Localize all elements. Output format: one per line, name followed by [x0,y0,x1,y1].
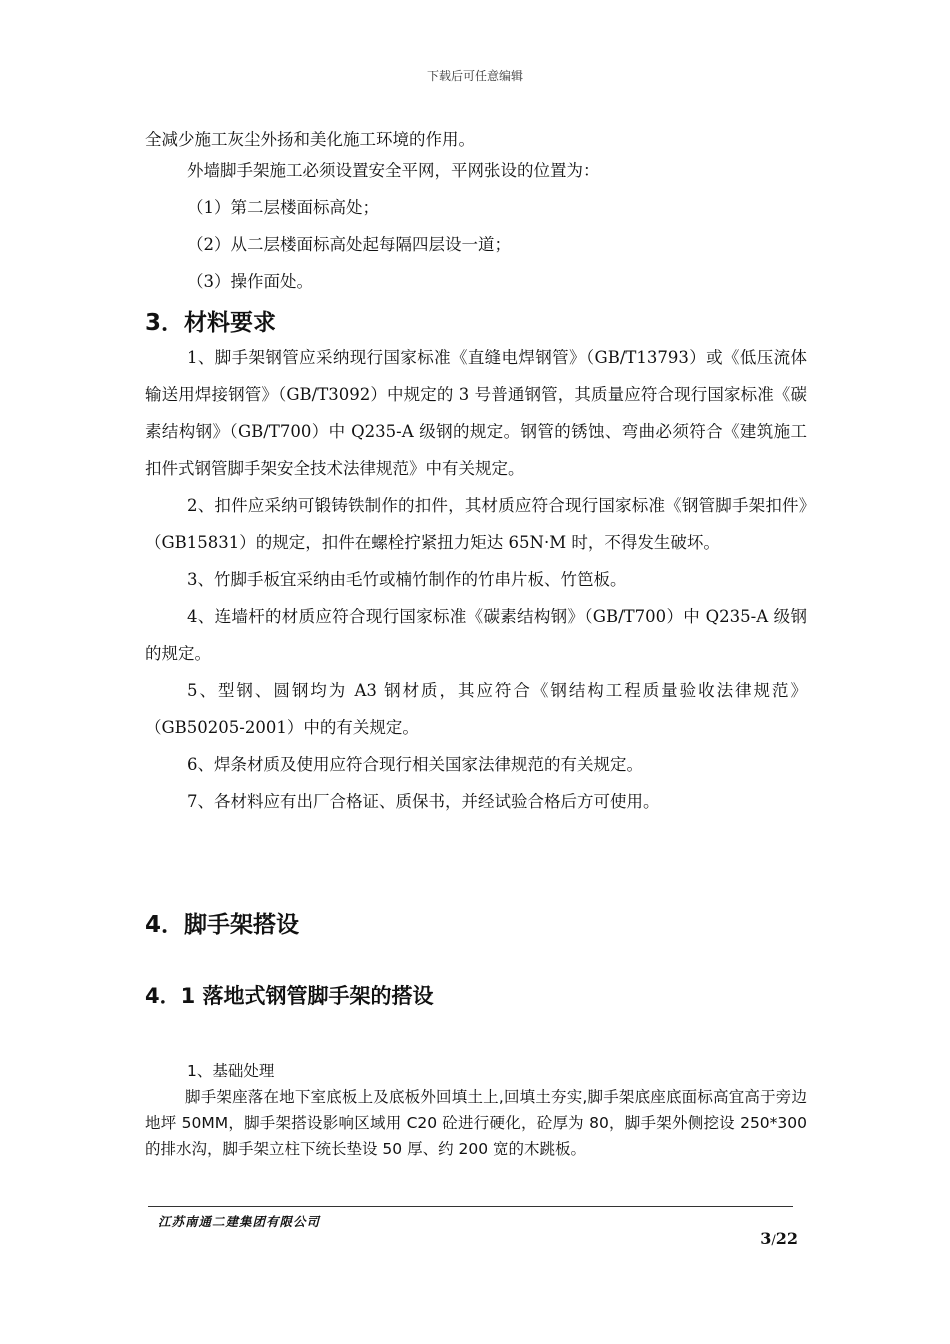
section-3-heading: 3．材料要求 [145,310,277,336]
step-text: 脚手架座落在地下室底板上及底板外回填土上,回填土夯实,脚手架底座底面标高宜高于旁边地坪 50MM，脚手架搭设影响区域用 C20 砼进行硬化，砼厚为 80，脚手架外侧挖设 250*300 的排水沟，脚手架立柱下统长垫设 50 厚、约 200 宽的木跳板。 [145,1088,807,1158]
intro-line-1: 全减少施工灰尘外扬和美化施工环境的作用。 [145,130,475,149]
header-note: 下载后可任意编辑 [426,69,523,83]
section-4-1-body [145,1058,807,1162]
material-paragraph-3: 3、竹脚手板宜采纳由毛竹或楠竹制作的竹串片板、竹笆板。 [187,570,627,589]
step-title: 1、基础处理 [187,1062,275,1080]
intro-block [145,121,807,300]
intro-line-2: 外墙脚手架施工必须设置安全平网，平网张设的位置为： [187,161,600,180]
footer-rule [148,1206,793,1207]
material-paragraph-7: 7、各材料应有出厂合格证、质保书，并经试验合格后方可使用。 [187,792,660,811]
page-total: 22 [775,1229,798,1248]
material-paragraph-6: 6、焊条材质及使用应符合现行相关国家法律规范的有关规定。 [187,755,643,774]
material-paragraph-2: 2、扣件应采纳可锻铸铁制作的扣件，其材质应符合现行国家标准《钢管脚手架扣件》（GB15831）的规定，扣件在螺栓拧紧扭力矩达 65N·M 时，不得发生破坏。 [145,496,807,552]
footer-company: 江苏南通二建集团有限公司 [158,1214,321,1229]
page-separator: / [771,1233,776,1248]
material-paragraph-1: 1、脚手架钢管应采纳现行国家标准《直缝电焊钢管》（GB/T13793）或《低压流体输送用焊接钢管》（GB/T3092）中规定的 3 号普通钢管，其质量应符合现行国家标准《碳素结构钢》（GB/T700）中 Q235-A 级钢的规定。钢管的锈蚀、弯曲必须符合《建筑施工扣件式钢管脚手架安全技术法律规范》中有关规定。 [145,348,807,478]
section-4-heading: 4．脚手架搭设 [145,912,300,938]
page-current: 3 [760,1229,772,1248]
intro-item-3: （3）操作面处。 [187,272,313,291]
page-number [720,1229,798,1248]
material-paragraph-4: 4、连墙杆的材质应符合现行国家标准《碳素结构钢》（GB/T700）中 Q235-A 级钢的规定。 [145,607,807,663]
section-4-1 [145,980,807,1010]
intro-item-1: （1）第二层楼面标高处； [187,198,379,217]
material-paragraph-5: 5、型钢、圆钢均为 A3 钢材质，其应符合《钢结构工程质量验收法律规范》（GB50205-2001）中的有关规定。 [145,681,807,737]
section-4 [145,906,807,939]
intro-item-2: （2）从二层楼面标高处起每隔四层设一道； [187,235,511,254]
section-4-1-heading: 4．1 落地式钢管脚手架的搭设 [145,984,434,1008]
section-3 [145,304,807,337]
section-3-body [145,339,807,820]
